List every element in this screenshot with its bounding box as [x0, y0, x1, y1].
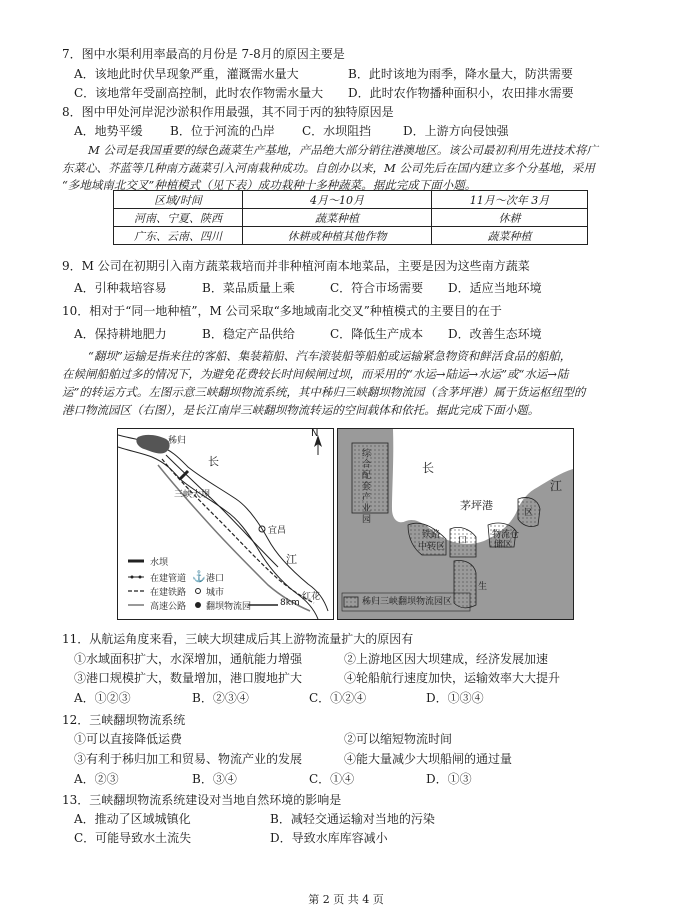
map-label-jiang: 江	[286, 553, 297, 566]
legend-port-label: 港口	[206, 574, 225, 584]
passage1-line3: “多地域南北交叉”种植模式（见下表）成功栽种十多种蔬菜。据此完成下面小题。	[62, 178, 477, 192]
q7-option-a[interactable]: A．该地此时伏旱现象严重，灌溉需水量大	[74, 67, 299, 81]
q10-option-b[interactable]: B．稳定产品供给	[202, 327, 295, 341]
map-label-zigui: 秭归	[168, 436, 187, 446]
q11-option-c[interactable]: C．①②④	[309, 691, 367, 705]
q8-stem: 8．图中甲处河岸泥沙淤积作用最强，其不同于丙的独特原因是	[62, 105, 394, 119]
map-label-honghua: 红花	[302, 592, 321, 602]
q7-option-c[interactable]: C．该地常年受副高控制，此时农作物需水量大	[74, 86, 324, 100]
q12-option-d[interactable]: D．①③	[426, 772, 472, 786]
table-cell: 广东、云南、四川	[114, 227, 243, 245]
label-sheng: 生	[478, 582, 488, 592]
legend-pipeline-label: 在建管道	[150, 574, 187, 584]
map-label-chang: 长	[208, 455, 219, 468]
q12-statement-4: ④能大量减少大坝船闸的通过量	[344, 752, 513, 766]
q12-statement-2: ②可以缩短物流时间	[344, 732, 453, 746]
q12-statement-1: ①可以直接降低运费	[74, 732, 183, 746]
table-row	[114, 209, 588, 227]
table-header-row	[114, 191, 588, 209]
table-cell: 休耕或种植其他作物	[243, 227, 432, 245]
legend-park-area: 秭归三峡翻坝物流园区	[362, 597, 453, 607]
left-map	[117, 428, 334, 620]
q8-option-a[interactable]: A．地势平缓	[74, 124, 143, 138]
q10-option-c[interactable]: C．降低生产成本	[330, 327, 424, 341]
label-comprehensive-park: 综合配套产业园	[362, 449, 372, 525]
passage2-line1: “翻坝”运输是指来往的客船、集装箱船、汽车滚装船等船舶或运输紧急物资和鲜活食品的船舶，	[88, 349, 572, 363]
q12-option-a[interactable]: A．②③	[74, 772, 119, 786]
q12-statement-3: ③有利于秭归加工和贸易、物流产业的发展	[74, 752, 303, 766]
q8-option-c[interactable]: C．水坝阻挡	[302, 124, 372, 138]
q13-option-a[interactable]: A．推动了区域城镇化	[74, 812, 191, 826]
table-header-cell: 11月～次年 3月	[432, 191, 588, 209]
q7-option-d[interactable]: D．此时农作物播种面积小，农田排水需要	[348, 86, 574, 100]
planting-table	[113, 190, 588, 245]
q9-option-c[interactable]: C．符合市场需要	[330, 281, 424, 295]
table-header-cell: 4月～10月	[243, 191, 432, 209]
label-logistics: 物流仓	[492, 530, 520, 540]
table-row	[114, 227, 588, 245]
q11-statement-4: ④轮船航行速度加快，运输效率大大提升	[344, 671, 561, 685]
q11-option-b[interactable]: B．②③④	[192, 691, 249, 705]
scale-label: 8km	[280, 598, 300, 608]
q13-stem: 13．三峡翻坝物流系统建设对当地自然环境的影响是	[62, 793, 342, 807]
table-header-cell: 区域/时间	[114, 191, 243, 209]
q7-option-b[interactable]: B．此时该地为雨季，降水量大，防洪需要	[348, 67, 573, 81]
north-label: N	[311, 428, 319, 439]
q9-option-a[interactable]: A．引种栽培容易	[74, 281, 167, 295]
passage2-line2: 在候闸船舶过多的情况下，为避免花费较长时间候闸过坝，而采用的“水运→陆运→水运”或“水运→陆	[62, 367, 569, 381]
q12-stem: 12．三峡翻坝物流系统	[62, 713, 186, 727]
passage1-line2: 东菜心、芥蓝等几种南方蔬菜引入河南栽种成功。自创办以来，M 公司先后在国内建立多个分基地，采用	[62, 161, 595, 175]
q12-option-c[interactable]: C．①④	[309, 772, 355, 786]
right-map	[337, 428, 574, 620]
q11-option-a[interactable]: A．①②③	[74, 691, 131, 705]
q12-option-b[interactable]: B．③④	[192, 772, 237, 786]
q10-option-a[interactable]: A．保持耕地肥力	[74, 327, 167, 341]
q9-option-d[interactable]: D．适应当地环境	[448, 281, 542, 295]
label-storage: 储区	[494, 540, 513, 550]
legend-park-label: 翻坝物流园	[206, 602, 252, 612]
q10-option-d[interactable]: D．改善生态环境	[448, 327, 542, 341]
page-footer: 第 2 页 共 4 页	[308, 893, 384, 906]
label-jiang: 江	[550, 479, 563, 493]
q11-statement-1: ①水域面积扩大，水深增加，通航能力增强	[74, 652, 303, 666]
q8-option-b[interactable]: B．位于河流的凸岸	[170, 124, 275, 138]
q8-option-d[interactable]: D．上游方向侵蚀强	[403, 124, 509, 138]
label-kou: 口	[458, 536, 468, 546]
label-maoping-port: 茅坪港	[460, 499, 493, 512]
label-chang: 长	[422, 461, 435, 475]
q11-option-d[interactable]: D．①③④	[426, 691, 484, 705]
legend-highway-label: 高速公路	[150, 602, 187, 612]
q9-stem: 9．M 公司在初期引入南方蔬菜栽培而并非种植河南本地菜品，主要是因为这些南方蔬菜	[62, 259, 530, 273]
q13-option-b[interactable]: B．减轻交通运输对当地的污染	[270, 812, 435, 826]
label-qu: 区	[524, 508, 534, 518]
table-cell: 蔬菜种植	[243, 209, 432, 227]
q11-statement-3: ③港口规模扩大，数量增加，港口腹地扩大	[74, 671, 303, 685]
label-transfer-area: 中转区	[418, 542, 446, 552]
legend-railway-label: 在建铁路	[150, 588, 187, 598]
table-cell: 休耕	[432, 209, 588, 227]
passage2-line3: 运”的转运方式。左图示意三峡翻坝物流系统，其中秭归三峡翻坝物流园（含茅坪港）属于货运枢纽型的	[62, 385, 586, 399]
legend-city-label: 城市	[206, 588, 225, 598]
map-label-yichang: 宜昌	[268, 526, 287, 536]
q11-statement-2: ②上游地区因大坝建成，经济发展加速	[344, 652, 549, 666]
passage2-line4: 港口物流园区（右图），是长江南岸三峡翻坝物流转运的空间载体和依托。据此完成下面小题。	[62, 403, 540, 417]
q11-stem: 11．从航运角度来看，三峡大坝建成后其上游物流量扩大的原因有	[62, 632, 414, 646]
table-cell: 河南、宁夏、陕西	[114, 209, 243, 227]
q13-option-d[interactable]: D．导致水库库容减小	[270, 831, 388, 845]
table-cell: 蔬菜种植	[432, 227, 588, 245]
q13-option-c[interactable]: C．可能导致水土流失	[74, 831, 192, 845]
label-railway: 铁路	[422, 530, 441, 540]
passage1-line1: M 公司是我国重要的绿色蔬菜生产基地，产品绝大部分销往港澳地区。该公司最初利用先进技术将广	[88, 143, 598, 157]
q9-option-b[interactable]: B．菜品质量上乘	[202, 281, 295, 295]
map-label-sanxia-dam: 三峡大坝	[174, 490, 211, 500]
q10-stem: 10．相对于“同一地种植”，M 公司采取“多地域南北交叉”种植模式的主要目的在于	[62, 304, 502, 318]
anchor-icon: ⚓	[192, 570, 206, 583]
legend-dam-label: 水坝	[150, 558, 169, 568]
q7-stem: 7．图中水渠利用率最高的月份是 7-8月的原因主要是	[62, 47, 345, 61]
